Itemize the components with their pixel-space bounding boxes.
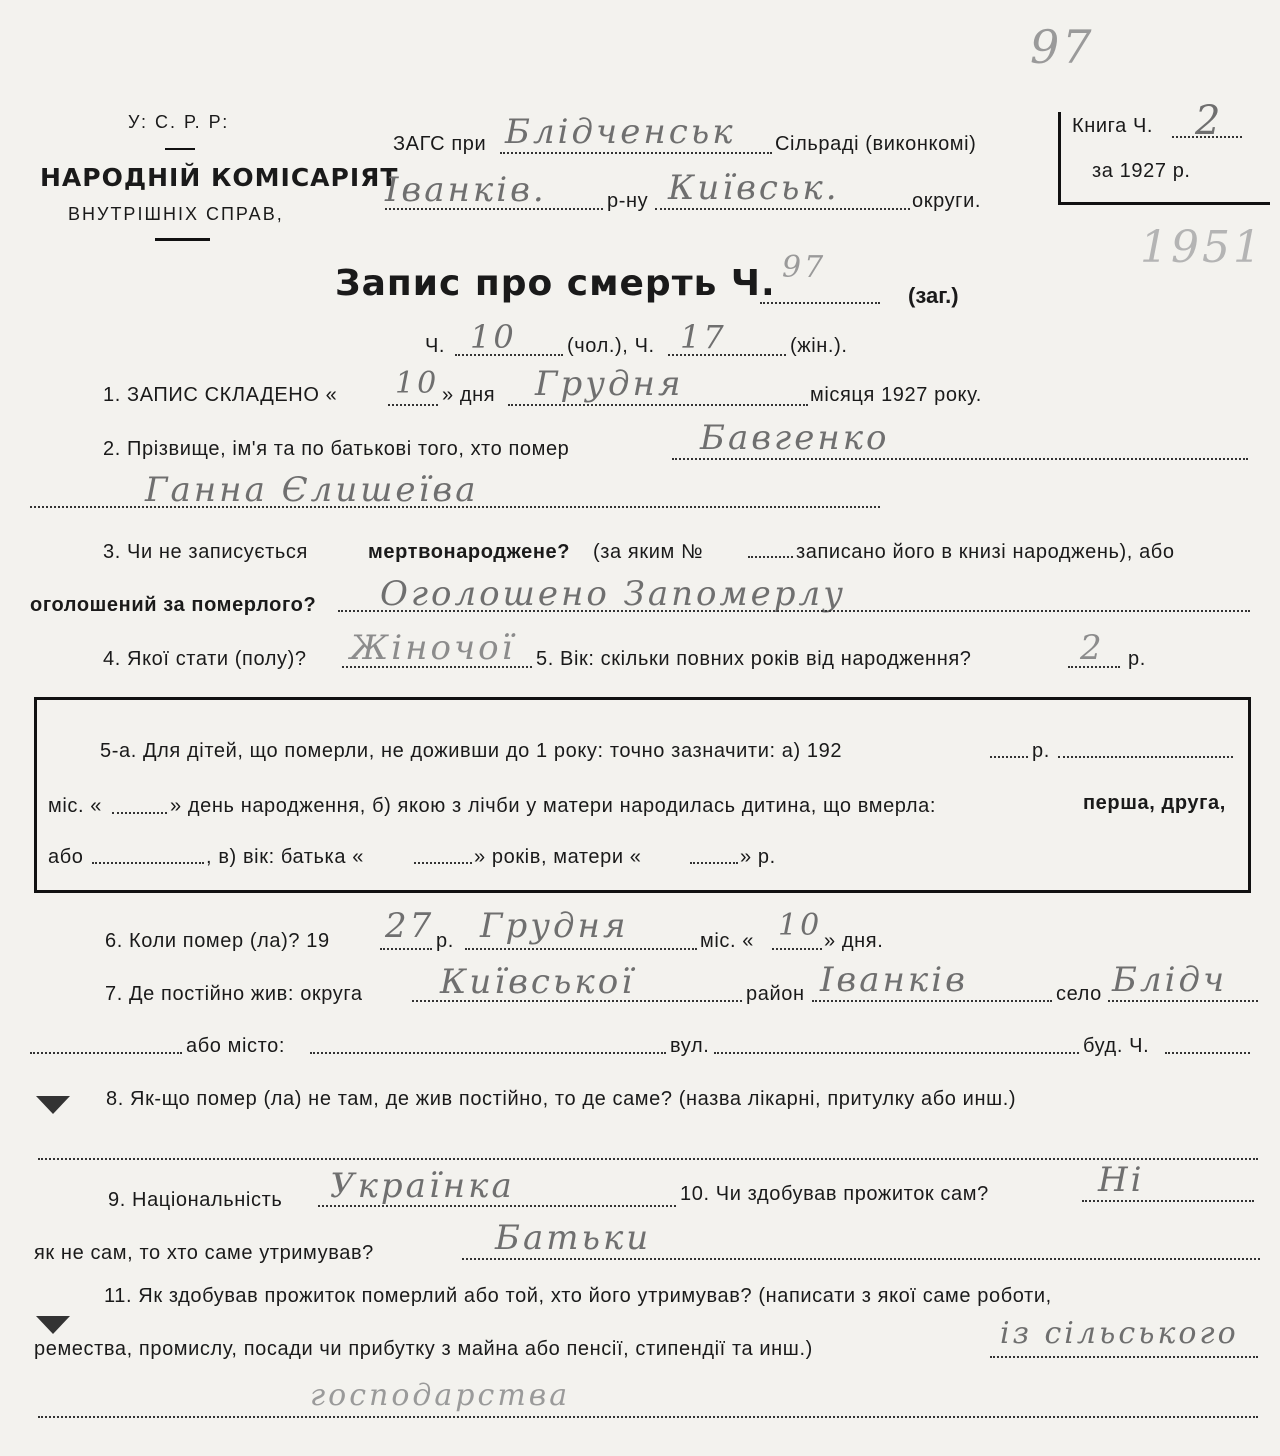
book-bracket-left [1058, 112, 1061, 204]
rayon-label: р-ну [607, 190, 649, 212]
field5-label: 5. Вік: скільки повних років від народження? [536, 648, 972, 670]
infant-mother-label: » років, матери « [474, 846, 642, 868]
field5-unit: р. [1128, 648, 1146, 670]
field10b-handwritten: Батьки [495, 1218, 652, 1258]
field7-city-prefix-line [30, 1052, 182, 1054]
field3-declared: оголошений за померлого? [30, 594, 317, 616]
book-number-line [1172, 136, 1242, 138]
field10b-label: як не сам, то хто саме утримував? [34, 1242, 374, 1264]
field1-day-line [388, 404, 438, 406]
commissariat-title: НАРОДНІЙ КОМІСАРІЯТ [40, 163, 399, 192]
field3-number-label: (за яким № [593, 541, 704, 563]
field2-label: 2. Прізвище, ім'я та по батькові того, хто помер [103, 438, 570, 460]
field3-registry-text: записано його в книзі народжень), або [796, 541, 1175, 563]
record-title: Запис про смерть Ч. [335, 263, 776, 304]
female-count-handwritten: 17 [680, 318, 727, 356]
infant-line3-start: або [48, 846, 84, 868]
field7-label: 7. Де постійно жив: округа [105, 983, 363, 1005]
field8-bullet-icon [36, 1096, 70, 1114]
field6-month-line [465, 948, 697, 950]
field1-month-line [508, 404, 808, 406]
field7-rayon-line [812, 1000, 1052, 1002]
field2-name-handwritten: Ганна Єлишеїва [145, 470, 479, 510]
field6-day-handwritten: 10 [778, 908, 823, 943]
field7-rayon-label: район [746, 983, 805, 1005]
ch-label: Ч. [425, 335, 446, 357]
field3-handwritten: Оголошено Запомерлу [380, 574, 846, 614]
field6-day-line [772, 948, 822, 950]
book-bracket-bottom [1058, 202, 1270, 205]
field10-handwritten: Ні [1098, 1160, 1145, 1200]
field7-okrug-line [412, 1000, 742, 1002]
okrug-line [655, 208, 910, 210]
field7-house-label: буд. Ч. [1083, 1035, 1150, 1057]
header-divider-top [165, 148, 195, 150]
field3-number-line [748, 556, 793, 558]
infant-line2: » день народження, б) якою з лічби у матери народилась дитина, що вмерла: [170, 795, 936, 817]
field7-okrug-handwritten: Київської [440, 962, 636, 1002]
field6-label: 6. Коли помер (ла)? 19 [105, 930, 330, 952]
field2-name-line [30, 506, 880, 508]
field2-surname-handwritten: Бавгенко [700, 418, 890, 458]
field6-day-suffix: » дня. [824, 930, 884, 952]
header-divider-bottom [155, 238, 210, 241]
rayon-handwritten: Іванків. [385, 170, 547, 210]
infant-mother-end: » р. [740, 846, 776, 868]
field11-label-cont: ремества, промислу, посади чи прибутку з майна або пенсії, стипендії та инш.) [34, 1338, 813, 1360]
field9-handwritten: Українка [330, 1166, 515, 1206]
village-line [500, 152, 772, 154]
okrug-label: округи. [912, 190, 981, 212]
field1-month-handwritten: Грудня [535, 364, 684, 404]
field4-line [342, 666, 532, 668]
top-number-handwritten: 97 [1030, 20, 1095, 74]
record-number-line [760, 302, 880, 304]
field8-line [38, 1158, 1258, 1160]
field11-line [990, 1356, 1258, 1358]
field6-month-handwritten: Грудня [480, 906, 629, 946]
book-year: за 1927 р. [1092, 160, 1191, 182]
male-count-line [455, 354, 563, 356]
field10b-line [462, 1258, 1260, 1260]
field2-surname-line [672, 458, 1248, 460]
field11-line2 [38, 1416, 1258, 1418]
zags-suffix: Сільраді (виконкомі) [775, 133, 977, 155]
side-number-handwritten: 1951 [1140, 222, 1264, 273]
field7-house-line [1165, 1052, 1250, 1054]
department-label: ВНУТРІШНІХ СПРАВ, [68, 204, 284, 224]
field1-label: 1. ЗАПИС СКЛАДЕНО « [103, 384, 338, 406]
infant-father-label: , в) вік: батька « [206, 846, 364, 868]
village-handwritten: Блідченськ [505, 112, 736, 152]
field6-year-line [380, 948, 432, 950]
infant-other-line [92, 862, 204, 864]
field3-label: 3. Чи не записується [103, 541, 308, 563]
book-number-handwritten: 2 [1195, 98, 1224, 144]
infant-line1-tail [1058, 756, 1233, 758]
field10-label: 10. Чи здобував прожиток сам? [680, 1183, 989, 1205]
field11-bullet-icon [36, 1316, 70, 1334]
field8-label: 8. Як-що помер (ла) не там, де жив постійно, то де саме? (назва лікарні, притулку або инш.) [106, 1088, 1017, 1110]
record-number-handwritten: 97 [782, 250, 827, 285]
field5-handwritten: 2 [1080, 628, 1105, 668]
field7-village-label: село [1056, 983, 1102, 1005]
field4-label: 4. Якої стати (полу)? [103, 648, 307, 670]
field7-city-label: або місто: [186, 1035, 286, 1057]
infant-mother-line [690, 862, 738, 864]
field3-line [338, 610, 1250, 612]
male-label: (чол.), Ч. [567, 335, 655, 357]
book-label: Книга Ч. [1072, 115, 1154, 137]
field1-day-handwritten: 10 [395, 366, 440, 401]
field5-line [1068, 666, 1120, 668]
infant-father-line [414, 862, 472, 864]
field7-village-handwritten: Блідч [1112, 960, 1228, 1000]
infant-birth-order: перша, друга, [1083, 792, 1226, 814]
field11-handwritten-cont: господарства [310, 1378, 571, 1413]
infant-line1-end: р. [1032, 740, 1050, 762]
infant-line2-start: міс. « [48, 795, 103, 817]
field7-city-line [310, 1052, 666, 1054]
field7-street-label: вул. [670, 1035, 710, 1057]
female-label: (жін.). [790, 335, 848, 357]
field6-year-handwritten: 27 [385, 906, 435, 946]
okrug-handwritten: Київськ. [668, 168, 840, 208]
field4-handwritten: Жіночої [350, 628, 516, 668]
infant-line1: 5-а. Для дітей, що померли, не доживши до 1 року: точно зазначити: а) 192 [100, 740, 843, 762]
field9-line [318, 1205, 676, 1207]
field6-month-suffix: міс. « [700, 930, 755, 952]
field10-line [1082, 1200, 1254, 1202]
zags-prefix: ЗАГС при [393, 133, 487, 155]
field7-rayon-handwritten: Іванків [820, 960, 968, 1000]
field7-village-line [1108, 1000, 1258, 1002]
field7-street-line [714, 1052, 1079, 1054]
field6-year-suffix: р. [436, 930, 454, 952]
field9-label: 9. Національність [108, 1189, 283, 1211]
male-count-handwritten: 10 [470, 318, 517, 356]
infant-month-line [112, 812, 167, 814]
field1-year: місяця 1927 року. [810, 384, 982, 406]
record-title-suffix: (заг.) [908, 283, 959, 308]
rayon-line [385, 208, 603, 210]
infant-year-line [990, 756, 1028, 758]
field1-day-suffix: » дня [442, 384, 496, 406]
field11-label: 11. Як здобував прожиток померлий або той, хто його утримував? (написати з якої саме роботи, [104, 1285, 1052, 1307]
republic-label: У: С. Р. Р: [128, 112, 230, 132]
field3-stillborn: мертвонароджене? [368, 541, 571, 563]
field11-handwritten: із сільського [1000, 1316, 1239, 1351]
female-count-line [668, 354, 786, 356]
